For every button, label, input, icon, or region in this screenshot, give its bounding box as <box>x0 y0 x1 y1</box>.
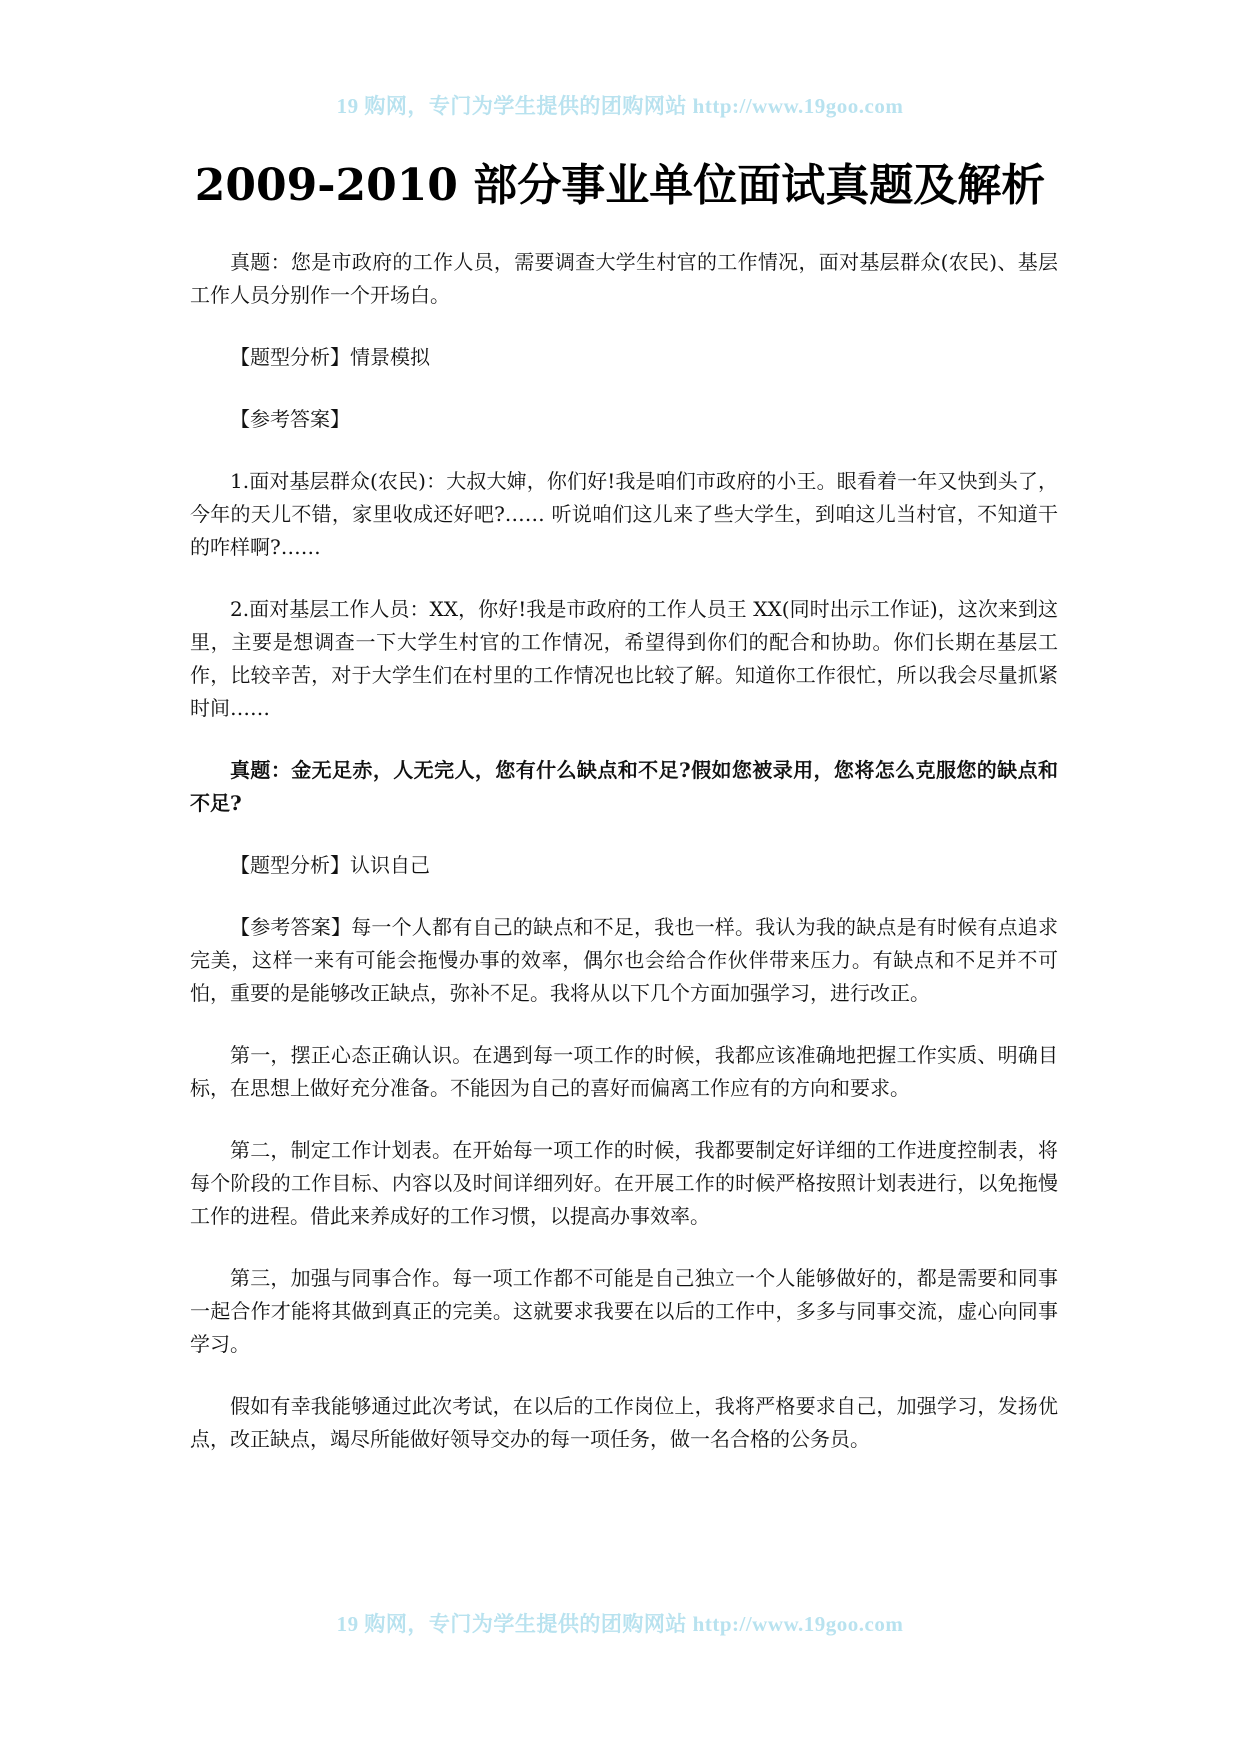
question-1: 真题：您是市政府的工作人员，需要调查大学生村官的工作情况，面对基层群众(农民)、基层工作人员分别作一个开场白。 <box>190 250 1058 307</box>
question-2-answer: 【参考答案】每一个人都有自己的缺点和不足，我也一样。我认为我的缺点是有时候有点追求完美，这样一来有可能会拖慢办事的效率，偶尔也会给合作伙伴带来压力。有缺点和不足并不可怕，重要的是能够改正缺点，弥补不足。我将从以下几个方面加强学习，进行改正。 <box>190 915 1058 1005</box>
footer-watermark: 19 购网，专门为学生提供的团购网站 http://www.19goo.com <box>336 1612 904 1636</box>
question-2-conclusion: 假如有幸我能够通过此次考试，在以后的工作岗位上，我将严格要求自己，加强学习，发扬优点，改正缺点，竭尽所能做好领导交办的每一项任务，做一名合格的公务员。 <box>190 1394 1058 1451</box>
question-1-answer-part-1: 1.面对基层群众(农民)：大叔大婶，你们好!我是咱们市政府的小王。眼看着一年又快到头了，今年的天儿不错，家里收成还好吧?…… 听说咱们这儿来了些大学生，到咱这儿当村官，不知道干的咋样啊?…… <box>190 469 1058 559</box>
question-2-point-2: 第二，制定工作计划表。在开始每一项工作的时候，我都要制定好详细的工作进度控制表，将每个阶段的工作目标、内容以及时间详细列好。在开展工作的时候严格按照计划表进行，以免拖慢工作的进程。借此来养成好的工作习惯，以提高办事效率。 <box>190 1138 1058 1228</box>
question-1-answer-part-2: 2.面对基层工作人员：XX，你好!我是市政府的工作人员王 XX(同时出示工作证)，这次来到这里，主要是想调查一下大学生村官的工作情况，希望得到你们的配合和协助。你们长期在基层工作，比较辛苦，对于大学生们在村里的工作情况也比较了解。知道你工作很忙，所以我会尽量抓紧时间…… <box>190 597 1058 720</box>
question-1-type-analysis: 【题型分析】情景模拟 <box>230 345 430 369</box>
question-1-answer-heading: 【参考答案】 <box>230 407 350 431</box>
header-watermark: 19 购网，专门为学生提供的团购网站 http://www.19goo.com <box>336 94 904 118</box>
question-2: 真题：金无足赤，人无完人，您有什么缺点和不足?假如您被录用，您将怎么克服您的缺点和不足? <box>190 758 1058 815</box>
question-2-type-analysis: 【题型分析】认识自己 <box>230 853 430 877</box>
document-body <box>190 246 1058 1485</box>
question-2-point-1: 第一，摆正心态正确认识。在遇到每一项工作的时候，我都应该准确地把握工作实质、明确目标，在思想上做好充分准备。不能因为自己的喜好而偏离工作应有的方向和要求。 <box>190 1043 1058 1100</box>
question-2-point-3: 第三，加强与同事合作。每一项工作都不可能是自己独立一个人能够做好的，都是需要和同事一起合作才能将其做到真正的完美。这就要求我要在以后的工作中，多多与同事交流，虚心向同事学习。 <box>190 1266 1058 1356</box>
document-title: 2009-2010 部分事业单位面试真题及解析 <box>194 160 1046 211</box>
